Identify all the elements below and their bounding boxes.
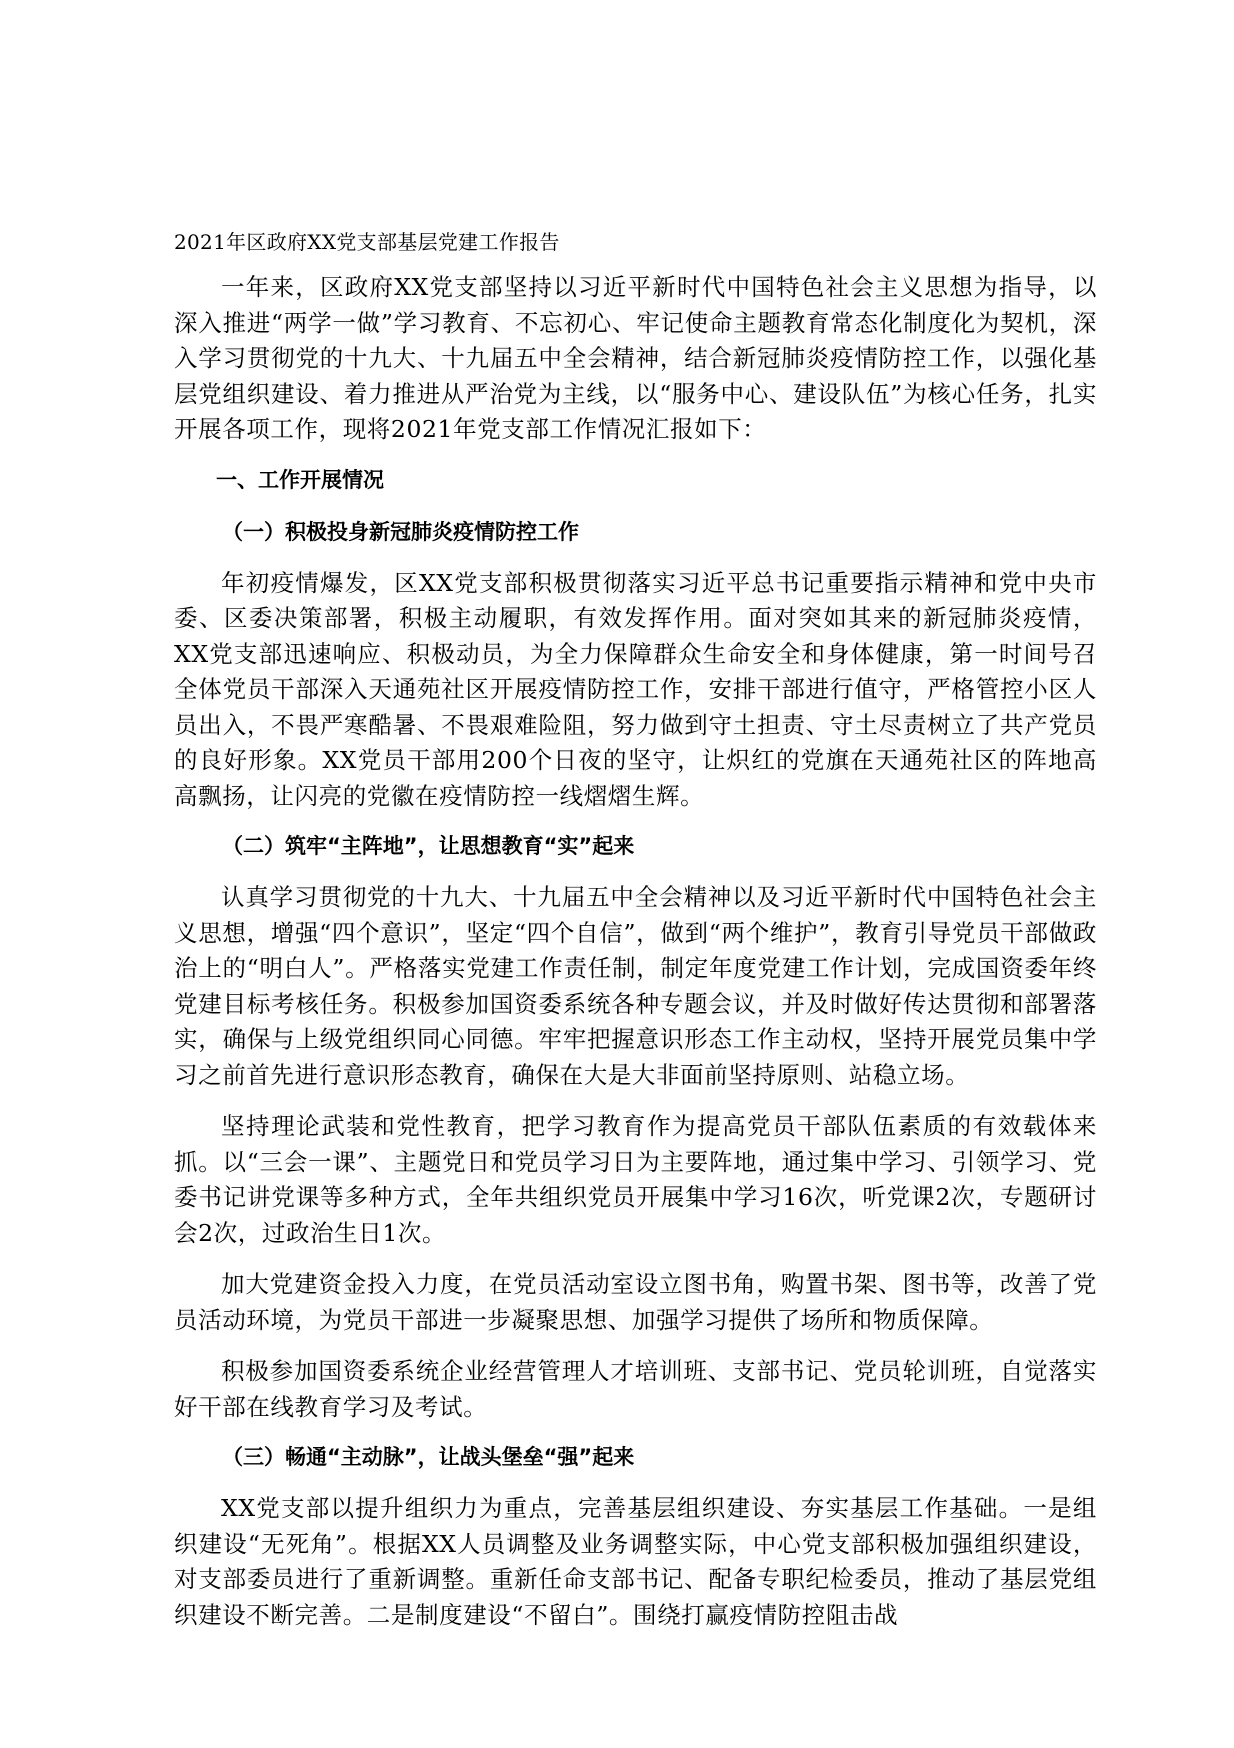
paragraph-theory-education: 坚持理论武装和党性教育，把学习教育作为提高党员干部队伍素质的有效载体来抓。以“三会一课”、主题党日和党员学习日为主要阵地，通过集中学习、引领学习、党委书记讲党课等多种方式，全年共组织党员开展集中学习16次，听党课2次，专题研讨会2次，过政治生日1次。 <box>174 1112 1097 1247</box>
subsection-heading-ideology: （二）筑牢“主阵地”，让思想教育“实”起来 <box>222 834 635 858</box>
paragraph-funding: 加大党建资金投入力度，在党员活动室设立图书角，购置书架、图书等，改善了党员活动环境，为党员干部进一步凝聚思想、加强学习提供了场所和物质保障。 <box>174 1270 1097 1334</box>
subsection-heading-organization: （三）畅通“主动脉”，让战头堡垒“强”起来 <box>222 1445 635 1469</box>
subsection-heading-epidemic: （一）积极投身新冠肺炎疫情防控工作 <box>222 519 579 544</box>
paragraph-organization: XX党支部以提升组织力为重点，完善基层组织建设、夯实基层工作基础。一是组织建设“无死角”。根据XX人员调整及业务调整实际，中心党支部积极加强组织建设，对支部委员进行了重新调整。重新任命支部书记、配备专职纪检委员，推动了基层党组织建设不断完善。二是制度建设“不留白”。围绕打赢疫情防控阻击战 <box>174 1494 1097 1629</box>
document-title: 2021年区政府XX党支部基层党建工作报告 <box>174 230 560 254</box>
paragraph-epidemic: 年初疫情爆发，区XX党支部积极贯彻落实习近平总书记重要指示精神和党中央市委、区委决策部署，积极主动履职，有效发挥作用。面对突如其来的新冠肺炎疫情，XX党支部迅速响应、积极动员，为全力保障群众生命安全和身体健康，第一时间号召全体党员干部深入天通苑社区开展疫情防控工作，安排干部进行值守，严格管控小区人员出入，不畏严寒酷暑、不畏艰难险阻，努力做到守土担责、守土尽责树立了共产党员的良好形象。XX党员干部用200个日夜的坚守，让炽红的党旗在天通苑社区的阵地高高飘扬，让闪亮的党徽在疫情防控一线熠熠生辉。 <box>174 568 1097 810</box>
intro-paragraph: 一年来，区政府XX党支部坚持以习近平新时代中国特色社会主义思想为指导，以深入推进“两学一做”学习教育、不忘初心、牢记使命主题教育常态化制度化为契机，深入学习贯彻党的十九大、十九届五中全会精神，结合新冠肺炎疫情防控工作，以强化基层党组织建设、着力推进从严治党为主线，以“服务中心、建设队伍”为核心任务，扎实开展各项工作，现将2021年党支部工作情况汇报如下： <box>174 273 1097 443</box>
document-page <box>174 228 1097 1649</box>
paragraph-training: 积极参加国资委系统企业经营管理人才培训班、支部书记、党员轮训班，自觉落实好干部在线教育学习及考试。 <box>174 1357 1097 1421</box>
section-heading-work-status: 一、工作开展情况 <box>216 467 384 492</box>
paragraph-ideology-study: 认真学习贯彻党的十九大、十九届五中全会精神以及习近平新时代中国特色社会主义思想，增强“四个意识”，坚定“四个自信”，做到“两个维护”，教育引导党员干部做政治上的“明白人”。严格落实党建工作责任制，制定年度党建工作计划，完成国资委年终党建目标考核任务。积极参加国资委系统各种专题会议，并及时做好传达贯彻和部署落实，确保与上级党组织同心同德。牢牢把握意识形态工作主动权，坚持开展党员集中学习之前首先进行意识形态教育，确保在大是大非面前坚持原则、站稳立场。 <box>174 883 1097 1089</box>
